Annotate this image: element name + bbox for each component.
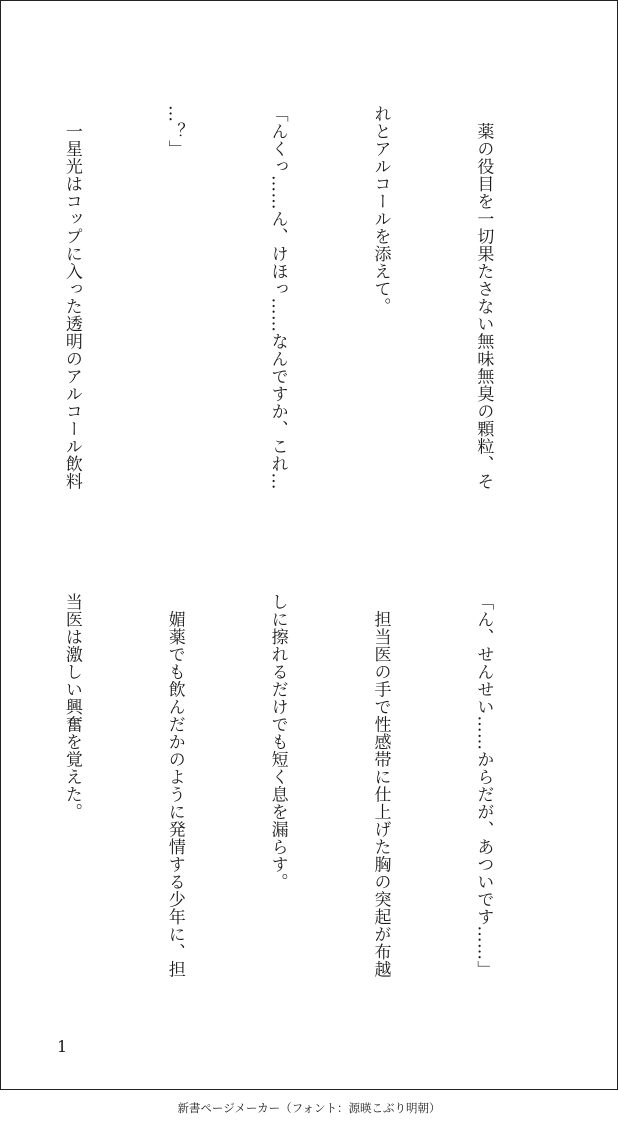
bottom-text-block [61,593,569,1013]
footer-credit: 新書ページメーカー（フォント：源暎こぶり明朝） [177,1101,441,1115]
text-line: 当医は激しい興奮を覚えた。 [61,593,82,821]
text-line: …？」 [164,105,185,158]
page-number: 1 [57,1037,68,1056]
text-line: 一星光はコップに入った透明のアルコール飲料 [61,105,82,490]
text-line: 担当医の手で性感帯に仕上げた胸の突起が布越 [370,593,391,978]
text-line: 「んくっ……ん、けほっ……なんですか、これ… [267,105,288,490]
text-line: れとアルコールを添えて。 [370,105,391,315]
text-line: しに擦れるだけでも短く息を漏らす。 [267,593,288,891]
top-text-block [61,105,569,545]
text-line: 「ん、せんせい……からだが、あついです……」 [473,593,494,978]
text-line: 薬の役目を一切果たさない無味無臭の顆粒、そ [473,105,494,490]
text-line: 媚薬でも飲んだかのように発情する少年に、担 [164,593,185,978]
